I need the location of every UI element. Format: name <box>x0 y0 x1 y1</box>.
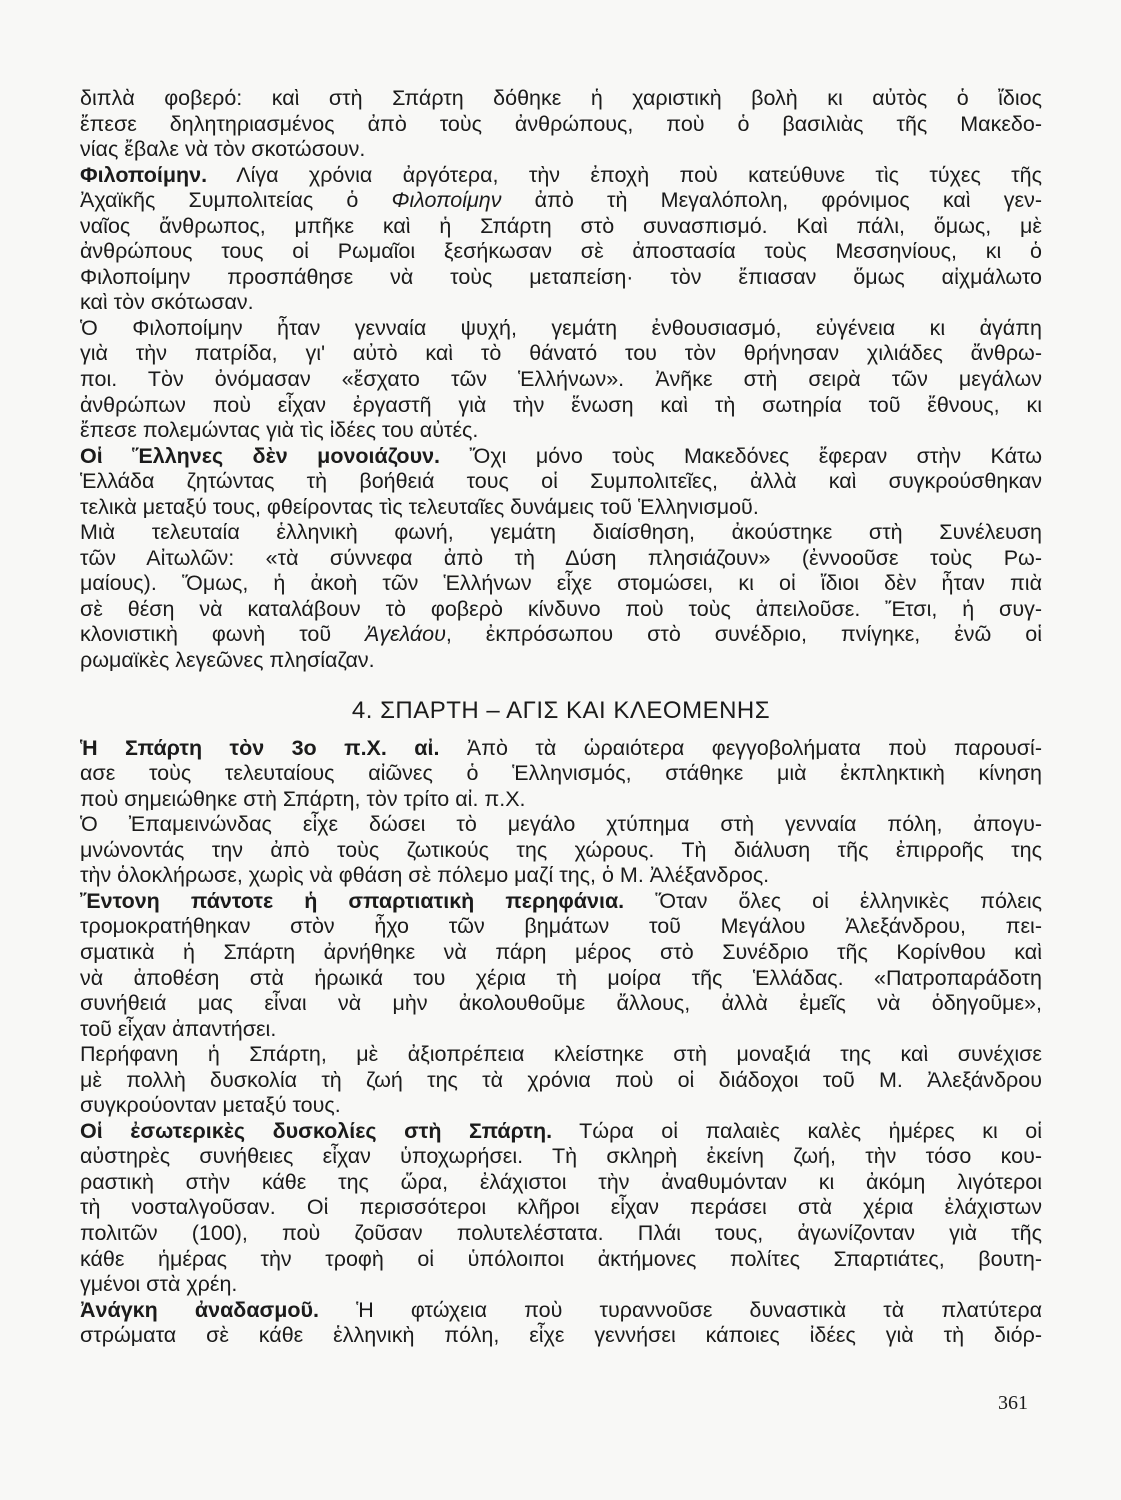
text-line <box>80 112 1042 138</box>
line-text: αὐστηρὲς συνήθειες εἶχαν ὑποχωρήσει. Τὴ σκληρὴ ἐκείνη ζωή, τὴν τόσο κου- <box>80 1144 1042 1169</box>
text-line <box>80 889 1042 915</box>
line-text: Ὄχι μόνο τοὺς Μακεδόνες ἔφεραν στὴν Κάτω <box>440 443 1042 468</box>
bold-paragraph-title: Ἀνάγκη ἀναδασμοῦ. <box>80 1297 320 1322</box>
bold-paragraph-title: Οἱ ἐσωτερικὲς δυσκολίες στὴ Σπάρτη. <box>80 1118 553 1143</box>
line-text: ραστικὴ στὴν κάθε της ὥρα, ἐλάχιστοι τὴν ἀναθυμόνταν κι ἀκόμη λιγότεροι <box>80 1169 1042 1194</box>
text-line <box>80 214 1042 240</box>
line-text: τὴ νοσταλγοῦσαν. Οἱ περισσότεροι κλῆροι εἶχαν περάσει στὰ χέρια ἐλάχιστων <box>80 1195 1042 1220</box>
text-line <box>80 622 1042 648</box>
line-text: τρομοκρατήθηκαν στὸν ἦχο τῶν βημάτων τοῦ Μεγάλου Ἀλεξάνδρου, πει- <box>80 914 1042 939</box>
line-text: γιὰ τὴν πατρίδα, γι' αὐτὸ καὶ τὸ θάνατό του τὸν θρήνησαν χιλιάδες ἄνθρω- <box>80 341 1042 366</box>
text-line <box>80 1247 1042 1273</box>
line-text: νίας ἔβαλε νὰ τὸν σκοτώσουν. <box>80 137 366 162</box>
text-line <box>80 520 1042 546</box>
text-line <box>80 1221 1042 1247</box>
text-line <box>80 1298 1042 1324</box>
line-text: Ἡ φτώχεια ποὺ τυραννοῦσε δυναστικὰ τὰ πλατύτερα <box>319 1297 1042 1322</box>
bold-paragraph-title: Φιλοποίμην. <box>80 162 208 187</box>
chapter-heading: 4. ΣΠΑΡΤΗ – ΑΓΙΣ ΚΑΙ ΚΛΕΟΜΕΝΗΣ <box>351 696 771 724</box>
line-text: ἀπὸ τὴ Μεγαλόπολη, φρόνιμος καὶ γεν- <box>501 188 1042 213</box>
line-text: διπλὰ φοβερό: καὶ στὴ Σπάρτη δόθηκε ἡ χαριστικὴ βολὴ κι αὐτὸς ὁ ἴδιος <box>80 86 1042 110</box>
text-line <box>80 838 1042 864</box>
text-line <box>80 418 1042 444</box>
section-before-heading <box>80 86 1042 674</box>
line-text: Ἀχαϊκῆς Συμπολιτείας ὁ <box>80 188 392 213</box>
text-line <box>80 86 1042 112</box>
text-line <box>80 1093 1042 1119</box>
line-text: καὶ τὸν σκότωσαν. <box>80 290 254 315</box>
line-text: κάθε ἡμέρας τὴν τροφὴ οἱ ὑπόλοιποι ἀκτήμονες πολίτες Σπαρτιάτες, βουτη- <box>80 1246 1042 1271</box>
text-line <box>80 1017 1042 1043</box>
section-after-heading <box>80 736 1042 1349</box>
italic-name: Ἀγελάου <box>365 622 446 647</box>
text-line <box>80 444 1042 470</box>
line-text: Φιλοποίμην προσπάθησε νὰ τοὺς μεταπείση· τὸν ἔπιασαν ὅμως αἰχμάλωτο <box>80 264 1042 289</box>
line-text: ποι. Τὸν ὀνόμασαν «ἔσχατο τῶν Ἑλλήνων». Ἀνῆκε στὴ σειρὰ τῶν μεγάλων <box>80 367 1042 392</box>
line-text: Μιὰ τελευταία ἑλληνικὴ φωνή, γεμάτη διαίσθηση, ἀκούστηκε στὴ Συνέλευση <box>80 520 1042 545</box>
line-text: ρωμαϊκὲς λεγεῶνες πλησίαζαν. <box>80 648 375 673</box>
text-line <box>80 863 1042 889</box>
line-text: ποὺ σημειώθηκε στὴ Σπάρτη, τὸν τρίτο αἰ. π.Χ. <box>80 786 526 811</box>
italic-name: Φιλοποίμην <box>391 188 502 213</box>
text-line <box>80 736 1042 762</box>
text-line <box>80 787 1042 813</box>
line-text: σὲ θέση νὰ καταλάβουν τὸ φοβερὸ κίνδυνο ποὺ τοὺς ἀπειλοῦσε. Ἔτσι, ἡ συγ- <box>80 596 1042 621</box>
text-line <box>80 1272 1042 1298</box>
text-line <box>80 316 1042 342</box>
line-text: κλονιστικὴ φωνὴ τοῦ <box>80 622 366 647</box>
text-line <box>80 1119 1042 1145</box>
text-line <box>80 495 1042 521</box>
text-line <box>80 1323 1042 1349</box>
line-text: νὰ ἀποθέση στὰ ἡρωικά του χέρια τὴ μοίρα τῆς Ἑλλάδας. «Πατροπαράδοτη <box>80 965 1042 990</box>
text-line <box>80 940 1042 966</box>
line-text: Ὅταν ὅλες οἱ ἑλληνικὲς πόλεις <box>624 888 1042 913</box>
line-text: στρώματα σὲ κάθε ἑλληνικὴ πόλη, εἶχε γεννήσει κάποιες ἰδέες γιὰ τὴ διόρ- <box>80 1323 1042 1348</box>
text-line <box>80 1144 1042 1170</box>
line-text: τὴν ὁλοκλήρωσε, χωρὶς νὰ φθάση σὲ πόλεμο μαζί της, ὁ Μ. Ἀλέξανδρος. <box>80 863 770 888</box>
text-line <box>80 571 1042 597</box>
page-body <box>80 86 1042 1349</box>
text-line <box>80 239 1042 265</box>
line-text: ἔπεσε δηλητηριασμένος ἀπὸ τοὺς ἀνθρώπους, ποὺ ὁ βασιλιὰς τῆς Μακεδο- <box>80 111 1042 136</box>
text-line <box>80 367 1042 393</box>
line-text: ἀνθρώπων ποὺ εἶχαν ἐργαστῆ γιὰ τὴν ἕνωση καὶ τὴ σωτηρία τοῦ ἔθνους, κι <box>80 392 1042 417</box>
line-text: γμένοι στὰ χρέη. <box>80 1272 238 1297</box>
text-line <box>80 341 1042 367</box>
text-line <box>80 163 1042 189</box>
text-line <box>80 1042 1042 1068</box>
text-line <box>80 648 1042 674</box>
line-text: τῶν Αἰτωλῶν: «τὰ σύννεφα ἀπὸ τὴ Δύση πλησιάζουν» (ἐννοοῦσε τοὺς Ρω- <box>80 545 1042 570</box>
text-line <box>80 137 1042 163</box>
text-line <box>80 188 1042 214</box>
line-text: Ὁ Ἐπαμεινώνδας εἶχε δώσει τὸ μεγάλο χτύπημα στὴ γενναία πόλη, ἀπογυ- <box>80 812 1042 837</box>
line-text: ἀνθρώπους τους οἱ Ρωμαῖοι ξεσήκωσαν σὲ ἀποστασία τοὺς Μεσσηνίους, κι ὁ <box>80 239 1042 264</box>
text-line <box>80 597 1042 623</box>
line-text: , ἐκπρόσωπου στὸ συνέδριο, πνίγηκε, ἐνῶ οἱ <box>445 622 1042 647</box>
line-text: σματικὰ ἡ Σπάρτη ἀρνήθηκε νὰ πάρη μέρος στὸ Συνέδριο τῆς Κορίνθου καὶ <box>80 939 1042 964</box>
bold-paragraph-title: Ἔντονη πάντοτε ἡ σπαρτιατικὴ περηφάνια. <box>80 888 625 913</box>
text-line <box>80 761 1042 787</box>
text-line <box>80 966 1042 992</box>
text-line <box>80 1195 1042 1221</box>
bold-paragraph-title: Οἱ Ἕλληνες δὲν μονοιάζουν. <box>80 443 441 468</box>
line-text: μὲ πολλὴ δυσκολία τὴ ζωή της τὰ χρόνια ποὺ οἱ διάδοχοι τοῦ Μ. Ἀλεξάνδρου <box>80 1067 1042 1092</box>
line-text: συγκρούονταν μεταξύ τους. <box>80 1093 341 1118</box>
line-text: τοῦ εἶχαν ἀπαντήσει. <box>80 1016 277 1041</box>
line-text: Ἀπὸ τὰ ὡραιότερα φεγγοβολήματα ποὺ παρουσί- <box>439 735 1042 760</box>
line-text: Ὁ Φιλοποίμην ἦταν γενναία ψυχή, γεμάτη ἐνθουσιασμό, εὐγένεια κι ἀγάπη <box>80 315 1042 340</box>
text-line <box>80 1068 1042 1094</box>
line-text: τελικὰ μεταξύ τους, φθείροντας τὶς τελευταῖες δυνάμεις τοῦ Ἑλληνισμοῦ. <box>80 494 759 519</box>
line-text: συνήθειά μας εἶναι νὰ μὴν ἀκολουθοῦμε ἄλλους, ἀλλὰ ἐμεῖς νὰ ὁδηγοῦμε», <box>80 991 1042 1016</box>
text-line <box>80 469 1042 495</box>
line-text: Ἑλλάδα ζητώντας τὴ βοήθειά τους οἱ Συμπολιτεῖες, ἀλλὰ καὶ συγκρούσθηκαν <box>80 469 1042 494</box>
text-line <box>80 393 1042 419</box>
line-text: μνώνοντάς την ἀπὸ τοὺς ζωτικούς της χώρους. Τὴ διάλυση τῆς ἐπιρροῆς της <box>80 837 1042 862</box>
text-line <box>80 991 1042 1017</box>
text-line <box>80 290 1042 316</box>
text-line <box>80 812 1042 838</box>
line-text: ναῖος ἄνθρωπος, μπῆκε καὶ ἡ Σπάρτη στὸ συνασπισμό. Καὶ πάλι, ὅμως, μὲ <box>80 213 1042 238</box>
bold-paragraph-title: Ἡ Σπάρτη τὸν 3ο π.Χ. αἰ. <box>80 735 440 760</box>
line-text: πολιτῶν (100), ποὺ ζοῦσαν πολυτελέστατα. Πλάι τους, ἀγωνίζονταν γιὰ τῆς <box>80 1220 1042 1245</box>
page-number: 361 <box>998 1392 1028 1414</box>
text-line <box>80 1170 1042 1196</box>
line-text: Περήφανη ἡ Σπάρτη, μὲ ἀξιοπρέπεια κλείστηκε στὴ μοναξιά της καὶ συνέχισε <box>80 1042 1042 1067</box>
line-text: ασε τοὺς τελευταίους αἰῶνες ὁ Ἑλληνισμός, στάθηκε μιὰ ἐκπληκτικὴ κίνηση <box>80 761 1042 786</box>
line-text: μαίους). Ὅμως, ἡ ἀκοὴ τῶν Ἑλλήνων εἶχε στομώσει, κι οἱ ἴδιοι δὲν ἦταν πιὰ <box>80 571 1042 596</box>
line-text: ἔπεσε πολεμώντας γιὰ τὶς ἰδέες του αὐτές. <box>80 418 479 443</box>
text-line <box>80 546 1042 572</box>
line-text: Λίγα χρόνια ἀργότερα, τὴν ἐποχὴ ποὺ κατεύθυνε τὶς τύχες τῆς <box>207 162 1042 187</box>
text-line <box>80 265 1042 291</box>
line-text: Τώρα οἱ παλαιὲς καλὲς ἡμέρες κι οἱ <box>552 1118 1042 1143</box>
text-line <box>80 914 1042 940</box>
